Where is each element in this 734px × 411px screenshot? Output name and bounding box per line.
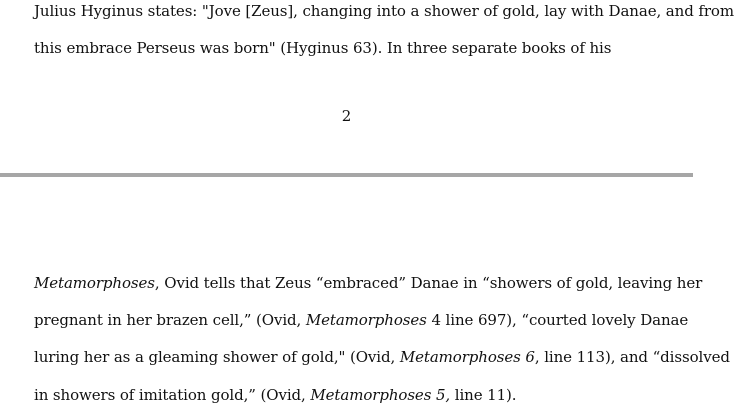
text-run: in showers of imitation gold,” (Ovid, xyxy=(34,386,311,404)
book-title: Metamorphoses 6 xyxy=(399,348,535,366)
body-text-line xyxy=(34,273,702,293)
body-text-line xyxy=(34,347,730,367)
text-run: , line 113), and “dissolved xyxy=(534,348,730,366)
body-text-line: this embrace Perseus was born" (Hyginus 63). In three separate books of his xyxy=(34,39,612,57)
document-page-top xyxy=(0,0,734,173)
text-run: , Ovid tells that Zeus “embraced” Danae in “showers of gold, leaving her xyxy=(154,274,703,292)
text-run: luring her as a gleaming shower of gold," (Ovid, xyxy=(34,348,400,366)
text-run: pregnant in her brazen cell,” (Ovid, xyxy=(34,311,306,329)
page-number: 2 xyxy=(341,107,352,125)
body-text-line: Julius Hyginus states: "Jove [Zeus], changing into a shower of gold, lay with Danae, and from xyxy=(34,2,734,20)
text-run: 4 line 697), “courted lovely Danae xyxy=(426,311,689,329)
text-run: line 11). xyxy=(450,386,517,404)
book-title: Metamorphoses 5, xyxy=(310,386,451,404)
book-title: Metamorphoses xyxy=(305,311,427,329)
document-page-bottom xyxy=(0,177,730,411)
body-text-line xyxy=(34,310,688,330)
book-title: Metamorphoses xyxy=(34,274,155,292)
body-text-line xyxy=(34,385,516,405)
